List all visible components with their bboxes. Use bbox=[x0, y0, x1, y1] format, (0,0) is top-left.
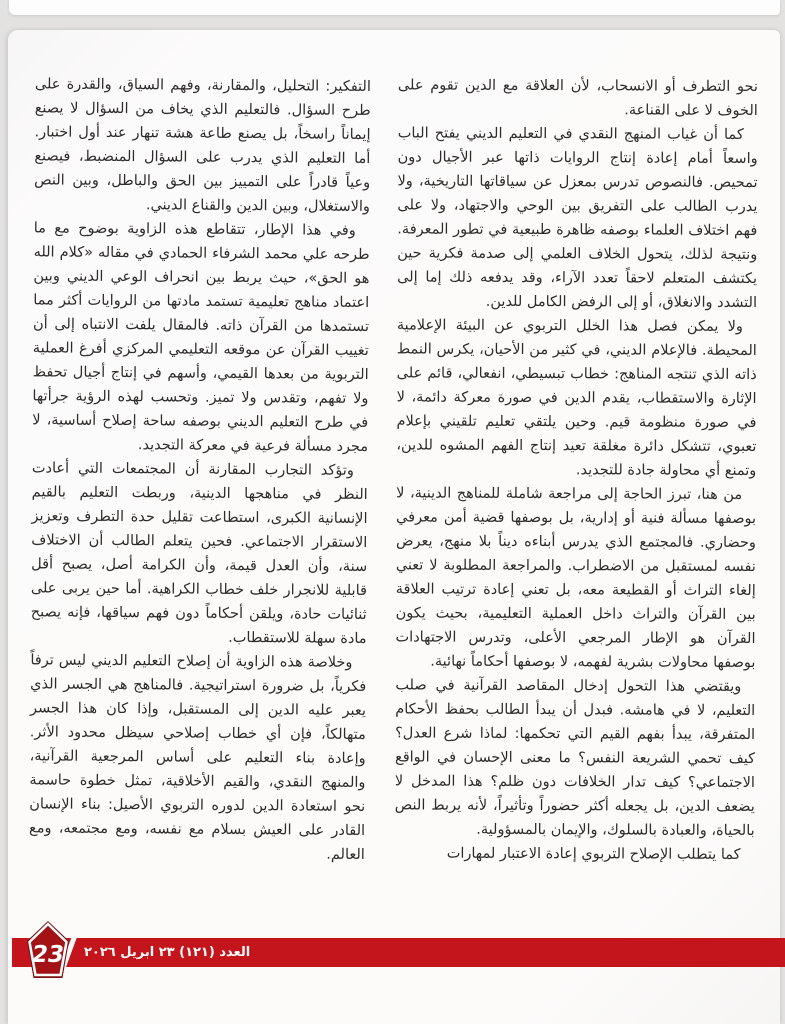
previous-page-edge bbox=[9, 0, 780, 15]
issue-date: العدد (١٢١) ٢٣ ابريل ٢٠٢٦ bbox=[84, 945, 251, 960]
pentagon-badge-icon bbox=[26, 921, 70, 979]
paragraph: ولا يمكن فصل هذا الخلل التربوي عن البيئة الإعلامية المحيطة. فالإعلام الديني، في كثير من الأحيان، يكرس النمط ذاته الذي تنتجه المناهج: خطاب تبسيطي، انفعالي، قائم على الإثارة والاستقطاب، يقدم الدين في صورة معركة دائمة، لا في صورة منظومة قيم. وحين يلتقي تعليم تلقيني بإعلام تعبوي، تتشكل دائرة مغلقة تعيد إنتاج الفهم المشوه للدين، وتمنع أي محاولة جادة للتجديد. bbox=[396, 317, 757, 479]
paragraph: وخلاصة هذه الزاوية أن إصلاح التعليم الديني ليس ترفاً فكرياً، بل ضرورة استراتيجية. فالمناهج هي الجسر الذي يعبر عليه الدين إلى المستقبل، وإذا كان هذا الجسر متهالكاً، فإن أي خطاب إصلاحي سيظل محدود الأثر. وإعادة بناء التعليم على أساس المرجعية القرآنية، والمنهج النقدي، والقيم الأخلاقية، تمثل خطوة حاسمة نحو استعادة الدين لدوره التربوي الأصيل: بناء الإنسان القادر على العيش بسلام مع نفسه، ومع مجتمعه، ومع العالم. bbox=[29, 652, 367, 863]
paragraph: كما أن غياب المنهج النقدي في التعليم الديني يفتح الباب واسعاً أمام إعادة إنتاج الروايات ذاتها عبر الأجيال دون تمحيص. فالنصوص تدرس بمعزل عن سياقاتها التاريخية، ولا يدرب الطالب على التفريق بين الوحي والاجتهاد، ولا على فهم اختلاف العلماء بوصفه ظاهرة طبيعية في تطور المعرفة. ونتيجة لذلك، يتحول الخلاف العلمي إلى صدمة فكرية حين يكتشف المتعلم لاحقاً تعدد الآراء، وقد يدفعه ذلك إما إلى التشدد والانغلاق، أو إلى الرفض الكامل للدين. bbox=[397, 125, 758, 311]
paragraph: التفكير: التحليل، والمقارنة، وفهم السياق، والقدرة على طرح السؤال. فالتعليم الذي يخاف من السؤال لا يصنع إيماناً راسخاً، بل يصنع طاعة هشة تنهار عند أول اختبار. أما التعليم الذي يدرب على السؤال المنضبط، فيصنع وعياً قادراً على التمييز بين الحق والباطل، وبين النص والاستغلال، وبين الدين والقناع الديني. bbox=[34, 76, 371, 215]
paragraph: ويقتضي هذا التحول إدخال المقاصد القرآنية في صلب التعليم، لا في هامشه. فبدل أن يبدأ الطالب بحفظ الأحكام المتفرقة، يبدأ بفهم القيم التي تحكمها: لماذا شرع العدل؟ كيف تحمي الشريعة النفس؟ ما معنى الإحسان في الواقع الاجتماعي؟ كيف تدار الخلافات دون ظلم؟ هذا المدخل لا يضعف الدين، بل يجعله أكثر حضوراً وتأثيراً، لأنه يربط النص بالحياة، والعبادة بالسلوك، والإيمان بالمسؤولية. bbox=[394, 677, 756, 839]
page-number: 23 bbox=[31, 942, 65, 968]
paragraph: نحو التطرف أو الانسحاب، لأن العلاقة مع الدين تقوم على الخوف لا على القناعة. bbox=[397, 77, 758, 119]
paragraph: وتؤكد التجارب المقارنة أن المجتمعات التي أعادت النظر في مناهجها الدينية، وربطت التعليم بالقيم الإنسانية الكبرى، استطاعت تقليل حدة التطرف وتعزيز الاستقرار الاجتماعي. فحين يتعلم الطالب أن الاختلاف سنة، وأن العدل قيمة، وأن الكرامة أصل، يصبح أقل قابلية للانجرار خلف خطاب الكراهية. أما حين يربى على ثنائيات حادة، ويلقن أحكاماً دون فهم سياقها، فإنه يصبح مادة سهلة للاستقطاب. bbox=[30, 460, 368, 647]
text-column-right bbox=[395, 73, 758, 867]
paragraph: كما يتطلب الإصلاح التربوي إعادة الاعتبار لمهارات bbox=[446, 845, 741, 863]
paragraph: وفي هذا الإطار، تتقاطع هذه الزاوية بوضوح مع ما طرحه علي محمد الشرفاء الحمادي في مقاله «كلام الله هو الحق»، حيث يربط بين انحراف الوعي الديني وبين اعتماد مناهج تعليمية تستمد مادتها من الروايات أكثر مما تستمدها من القرآن ذاته. فالمقال يلفت الانتباه إلى أن تغييب القرآن عن موقعه التعليمي المركزي أفرغ العملية التربوية من بعدها القيمي، وأسهم في إنتاج أجيال تحفظ ولا تفهم، وتقدس ولا تميز. وتحسب لهذه الرؤية جرأتها في طرح التعليم الديني بوصفه ساحة إصلاح أساسية، لا مجرد مسألة فرعية في معركة التجديد. bbox=[32, 220, 370, 455]
page-number-badge bbox=[26, 921, 70, 979]
paragraph: من هنا، تبرز الحاجة إلى مراجعة شاملة للمناهج الدينية، لا بوصفها مسألة فنية أو إدارية، بل بوصفها قضية أمن معرفي وحضاري. فالمجتمع الذي يدرس أبناءه ديناً بلا منهج، يعرض نفسه لمستقبل من الاضطراب. والمراجعة المطلوبة لا تعني إلغاء التراث أو القطيعة معه، بل تعني إعادة ترتيب العلاقة بين القرآن والتراث داخل العملية التعليمية، بحيث يكون القرآن هو الإطار المرجعي الأعلى، وتدرس الاجتهادات بوصفها محاولات بشرية لفهمه، لا بوصفها أحكاماً نهائية. bbox=[395, 485, 757, 671]
magazine-page bbox=[8, 30, 780, 1024]
text-column-left bbox=[29, 72, 371, 867]
